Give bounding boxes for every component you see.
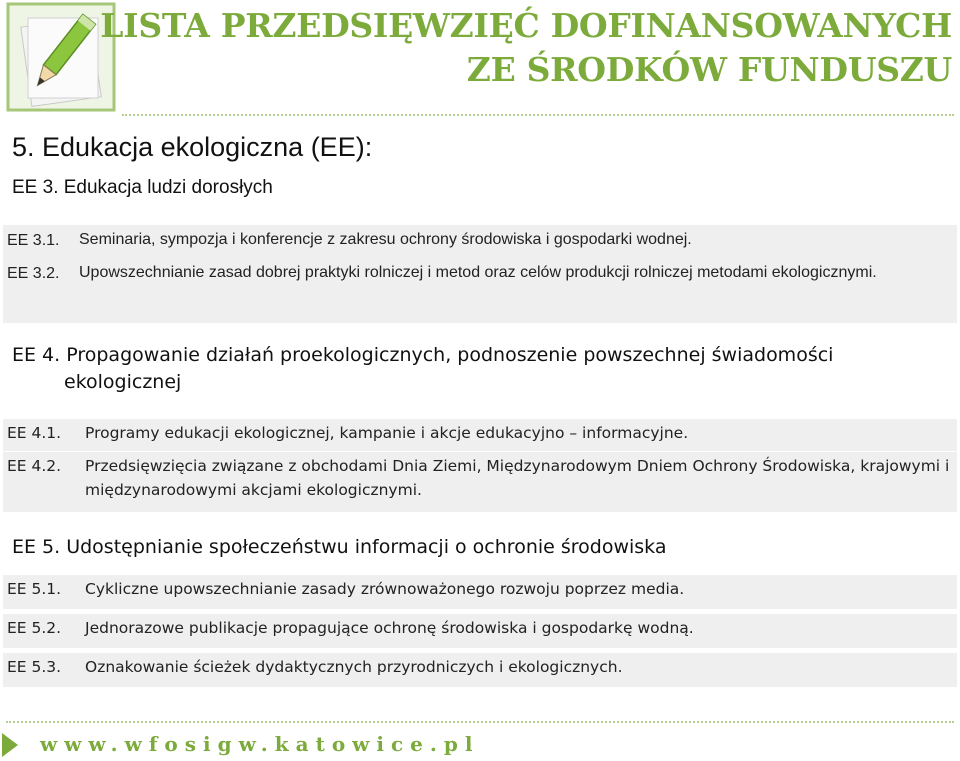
group-heading-ee3: EE 3. Edukacja ludzi dorosłych <box>12 177 273 198</box>
arrow-right-icon <box>2 733 18 757</box>
group-heading-ee4-line1: EE 4. Propagowanie działań proekologicznych, podnoszenie powszechnej świadomości <box>12 344 834 366</box>
group-heading-ee4 <box>12 342 872 396</box>
footer-website-link[interactable]: www.wfosigw.katowice.pl <box>40 732 480 756</box>
item-text: Upowszechnianie zasad dobrej praktyki rolniczej i metod oraz celów produkcji rolniczej metodami ekologicznymi. <box>79 264 877 281</box>
item-text: Cykliczne upowszechnianie zasady zrównoważonego rozwoju poprzez media. <box>85 580 685 598</box>
list-item <box>3 452 957 512</box>
page-title-line2: ZE ŚRODKÓW FUNDUSZU <box>466 50 952 89</box>
list-item <box>3 614 957 648</box>
item-code: EE 5.3. <box>7 658 62 676</box>
list-item <box>3 575 957 609</box>
list-item <box>3 653 957 687</box>
list-item <box>3 225 957 258</box>
header-divider <box>122 114 954 116</box>
group-heading-ee4-line2: ekologicznej <box>64 371 182 393</box>
page-title <box>100 4 952 92</box>
item-code: EE 4.2. <box>7 457 62 475</box>
item-code: EE 5.2. <box>7 619 62 637</box>
item-text: Oznakowanie ścieżek dydaktycznych przyrodniczych i ekologicznych. <box>85 658 623 676</box>
item-text: Programy edukacji ekologicznej, kampanie i akcje edukacyjno – informacyjne. <box>85 424 689 442</box>
list-item <box>3 419 957 451</box>
item-code: EE 5.1. <box>7 580 62 598</box>
item-code: EE 3.1. <box>7 232 60 249</box>
section-title: 5. Edukacja ekologiczna (EE): <box>12 132 373 162</box>
item-code: EE 3.2. <box>7 265 60 282</box>
group-heading-ee5: EE 5. Udostępnianie społeczeństwu informacji o ochronie środowiska <box>12 536 667 558</box>
footer-divider <box>6 721 954 723</box>
item-text: Seminaria, sympozja i konferencje z zakresu ochrony środowiska i gospodarki wodnej. <box>79 231 692 248</box>
item-code: EE 4.1. <box>7 424 62 442</box>
page-title-line1: LISTA PRZEDSIĘWZIĘĆ DOFINANSOWANYCH <box>100 6 952 45</box>
item-text: Przedsięwzięcia związane z obchodami Dnia Ziemi, Międzynarodowym Dniem Ochrony Środowiska, krajowymi i międzynarodowymi akcjami ekologicznymi. <box>85 457 950 499</box>
list-item <box>3 258 957 323</box>
item-text: Jednorazowe publikacje propagujące ochronę środowiska i gospodarkę wodną. <box>85 619 694 637</box>
